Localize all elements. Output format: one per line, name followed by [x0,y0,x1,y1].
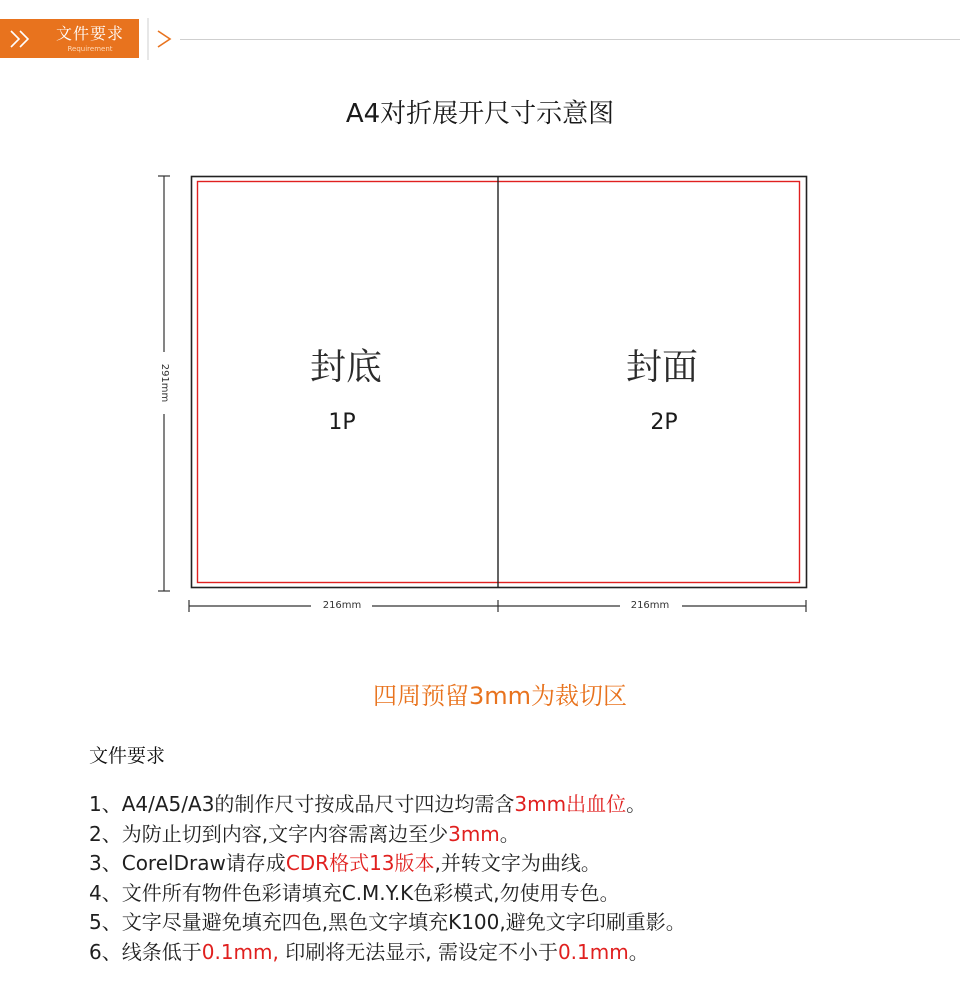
diagram-title: A4对折展开尺寸示意图 [345,99,615,129]
requirements-heading: 文件要求 [89,745,166,767]
left-page-title: 封底 [309,347,382,388]
right-page-title: 封面 [625,347,698,388]
height-label: 291mm [158,361,170,405]
list-item: 1、A4/A5/A3的制作尺寸按成品尺寸四边均需含3mm出血位。 [89,792,647,816]
list-item: 2、为防止切到内容,文字内容需离边至少3mm。 [89,821,520,846]
list-item: 3、CorelDraw请存成CDR格式13版本,并转文字为曲线。 [89,851,601,875]
right-page-number: 2P [650,410,678,435]
list-item: 5、文字尽量避免填充四色,黑色文字填充K100,避免文字印刷重影。 [89,910,686,934]
bleed-note: 四周预留3mm为裁切区 [372,682,628,710]
tab-title: 文件要求 [55,24,124,43]
width-label-left: 216mm [316,600,368,612]
width-dimension [189,600,806,612]
left-page-number: 1P [328,410,356,435]
width-label-right: 216mm [624,600,676,612]
list-item: 4、文件所有物件色彩请填充C.M.Y.K色彩模式,勿使用专色。 [89,880,620,905]
requirements-list [89,790,686,967]
tab-subtitle: Requirement [67,45,113,53]
list-item: 6、线条低于0.1mm, 印刷将无法显示, 需设定不小于0.1mm。 [89,939,649,964]
